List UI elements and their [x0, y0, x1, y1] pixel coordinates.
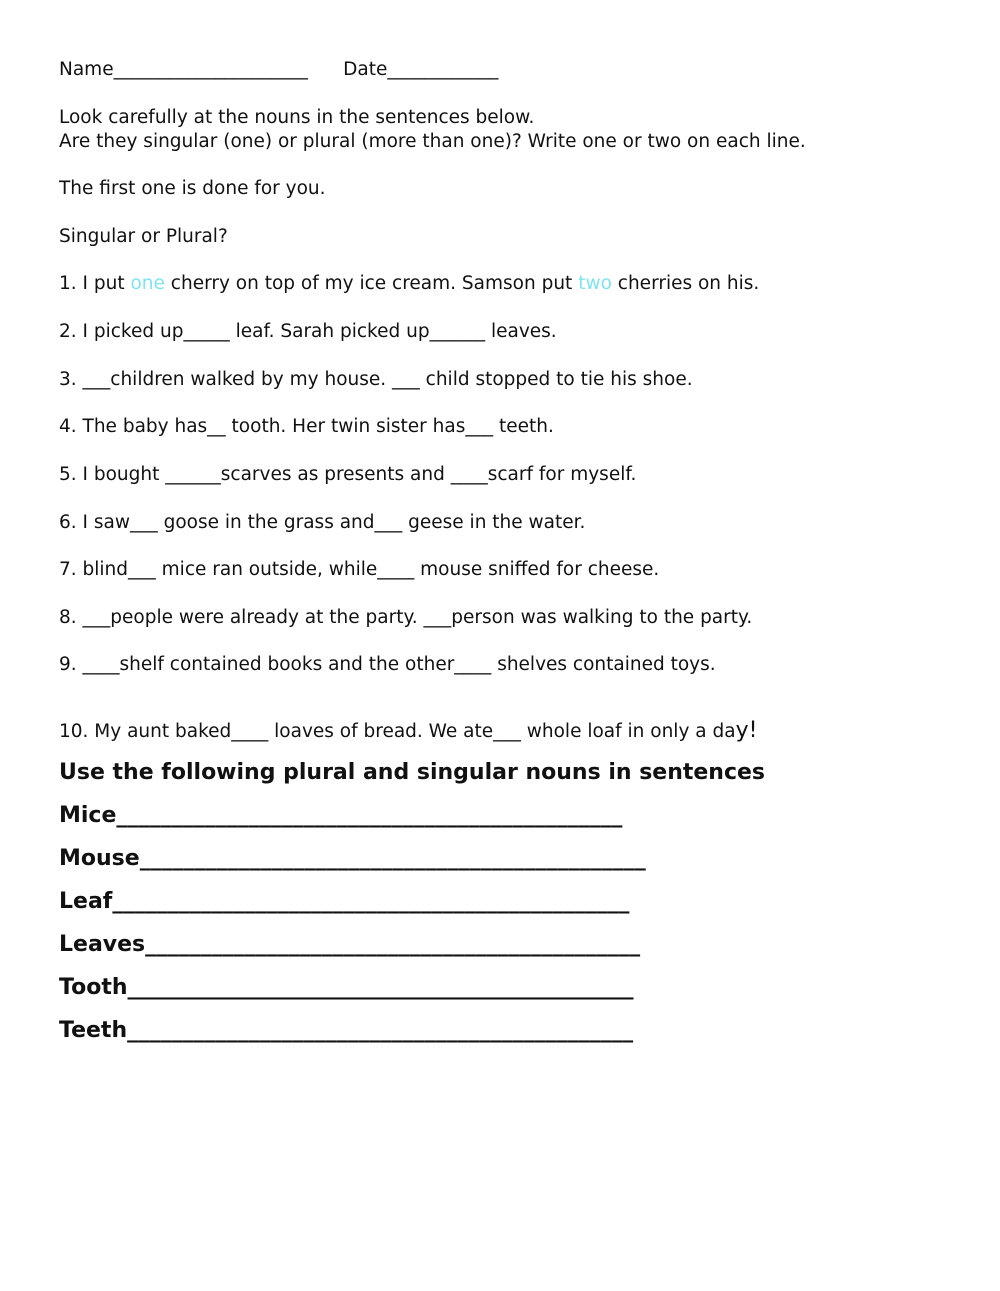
word-label: Mouse	[59, 846, 140, 871]
word-label: Leaves	[59, 932, 146, 957]
word-label: Tooth	[59, 975, 128, 1000]
section-title-singular-plural: Singular or Plural?	[59, 226, 228, 247]
question-2[interactable]: 2. I picked up_____ leaf. Sarah picked up______ leaves.	[59, 321, 557, 342]
example-question-1	[59, 272, 759, 296]
sentence-item-leaves[interactable]	[59, 931, 640, 959]
sentence-item-tooth[interactable]	[59, 974, 634, 1002]
answer-blank[interactable]: ______________________________________________	[116, 803, 623, 828]
sentence-item-teeth[interactable]	[59, 1017, 633, 1045]
sentence-item-leaf[interactable]	[59, 888, 629, 916]
question-10[interactable]	[59, 719, 757, 744]
name-blank[interactable]: _____________________	[113, 59, 308, 80]
answer-blank[interactable]: _______________________________________________	[112, 889, 630, 914]
name-label: Name	[59, 59, 114, 80]
question-9[interactable]: 9. ____shelf contained books and the other____ shelves contained toys.	[59, 654, 716, 675]
date-label: Date	[343, 59, 388, 80]
example-answer-1: one	[130, 273, 165, 294]
instruction-line-1: Look carefully at the nouns in the sentences below.	[59, 107, 535, 128]
example-part-2: cherry on top of my ice cream. Samson put	[164, 273, 579, 294]
question-10-tail: y!	[735, 718, 758, 743]
answer-blank[interactable]: _____________________________________________	[145, 932, 641, 957]
example-part-1: 1. I put	[59, 273, 131, 294]
question-10-text: 10. My aunt baked____ loaves of bread. We ate___ whole loaf in only a da	[59, 721, 736, 742]
question-3[interactable]: 3. ___children walked by my house. ___ child stopped to tie his shoe.	[59, 369, 693, 390]
word-label: Teeth	[59, 1018, 128, 1043]
answer-blank[interactable]: ______________________________________________	[127, 975, 634, 1000]
sentences-section-title: Use the following plural and singular nouns in sentences	[59, 760, 766, 785]
question-6[interactable]: 6. I saw___ goose in the grass and___ geese in the water.	[59, 512, 586, 533]
word-label: Leaf	[59, 889, 113, 914]
word-label: Mice	[59, 803, 117, 828]
answer-blank[interactable]: ______________________________________________	[139, 846, 646, 871]
example-answer-2: two	[578, 273, 612, 294]
instruction-line-2: Are they singular (one) or plural (more than one)? Write one or two on each line.	[59, 131, 806, 152]
header-spacer	[308, 59, 343, 80]
question-8[interactable]: 8. ___people were already at the party. ___person was walking to the party.	[59, 607, 753, 628]
sentence-item-mouse[interactable]	[59, 845, 646, 873]
date-blank[interactable]: ____________	[387, 59, 499, 80]
question-7[interactable]: 7. blind___ mice ran outside, while____ mouse sniffed for cheese.	[59, 559, 660, 580]
instruction-line-3: The first one is done for you.	[59, 178, 326, 199]
sentence-item-mice[interactable]	[59, 802, 622, 830]
answer-blank[interactable]: ______________________________________________	[127, 1018, 634, 1043]
header-row	[59, 58, 498, 82]
question-5[interactable]: 5. I bought ______scarves as presents and ____scarf for myself.	[59, 464, 637, 485]
question-4[interactable]: 4. The baby has__ tooth. Her twin sister has___ teeth.	[59, 416, 554, 437]
example-part-3: cherries on his.	[611, 273, 760, 294]
